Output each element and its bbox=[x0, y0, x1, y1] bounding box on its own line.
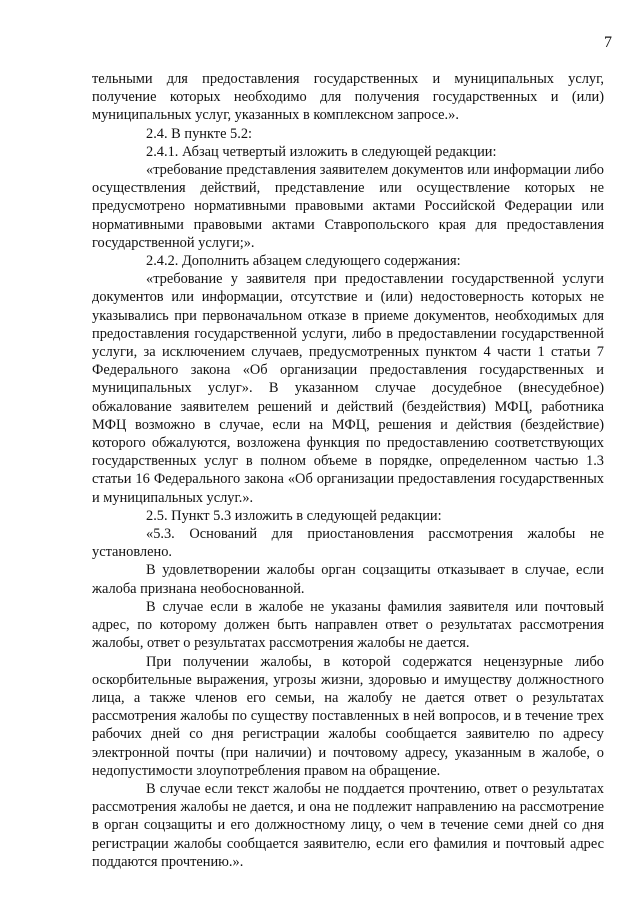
paragraph: 2.4.2. Дополнить абзацем следующего содержания: bbox=[146, 253, 461, 270]
paragraph: 2.4.1. Абзац четвертый изложить в следующей редакции: bbox=[146, 143, 497, 160]
paragraph: 2.5. Пункт 5.3 изложить в следующей редакции: bbox=[146, 507, 442, 524]
paragraph: В случае если текст жалобы не поддается прочтению, ответ о результатах рассмотрения жалобы не дается, и она не подлежит направлению на рассмотрение в орган соцзащиты и его должностному лицу, о чем в течение семи дней со дня регистрации жалобы сообщается заявителю, если его фамилия и почтовый адрес поддаются прочтению.». bbox=[92, 780, 604, 870]
paragraph: В удовлетворении жалобы орган соцзащиты отказывает в случае, если жалоба признана необоснованной. bbox=[92, 562, 604, 597]
paragraph: «требование представления заявителем документов или информации либо осуществления действий, представление или осуществление которых не предусмотрено нормативными правовыми актами Российской Федерации или нормативными правовыми актами Ставропольского края для предоставления государственной услуги;». bbox=[92, 162, 604, 251]
page-number: 7 bbox=[604, 34, 612, 51]
paragraph: «5.3. Оснований для приостановления рассмотрения жалобы не установлено. bbox=[92, 526, 604, 561]
paragraph: «требование у заявителя при предоставлении государственной услуги документов или информации, отсутствие и (или) недостоверность которых не указывались при первоначальном отказе в приеме документов, необходимых для предоставления государственной услуги, либо в предоставлении государственной услуги, за исключением случаев, предусмотренных пунктом 4 части 1 статьи 7 Федерального закона «Об организации предоставления государственных и муниципальных услуг». В указанном случае досудебное (внесудебное) обжалование заявителем решений и действий (бездействия) МФЦ, работника МФЦ возможно в случае, если на МФЦ, решения и действия (бездействие) которого обжалуются, возложена функция по предоставлению соответствующих государственных услуг в полном объеме в порядке, определенном частью 1.3 статьи 16 Федерального закона «Об организации предоставления государственных и муниципальных услуг.». bbox=[92, 271, 604, 506]
paragraph: В случае если в жалобе не указаны фамилия заявителя или почтовый адрес, по которому должен быть направлен ответ о результатах рассмотрения жалобы, ответ о результатах рассмотрения жалобы не дается. bbox=[92, 598, 604, 652]
paragraph: При получении жалобы, в которой содержатся нецензурные либо оскорбительные выражения, угрозы жизни, здоровью и имуществу должностного лица, а также членов его семьи, на жалобу не дается ответ о результатах рассмотрения жалобы по существу поставленных в ней вопросов, и в течение трех рабочих дней со дня регистрации жалобы сообщается заявителю по адресу электронной почты (при наличии) и почтовому адресу, указанным в жалобе, о недопустимости злоупотребления правом на обращение. bbox=[92, 653, 604, 779]
paragraph: тельными для предоставления государственных и муниципальных услуг, получение которых необходимо для получения государственных и (или) муниципальных услуг, указанных в комплексном запросе.». bbox=[92, 71, 604, 124]
paragraph: 2.4. В пункте 5.2: bbox=[146, 125, 253, 142]
document-body bbox=[92, 70, 604, 871]
